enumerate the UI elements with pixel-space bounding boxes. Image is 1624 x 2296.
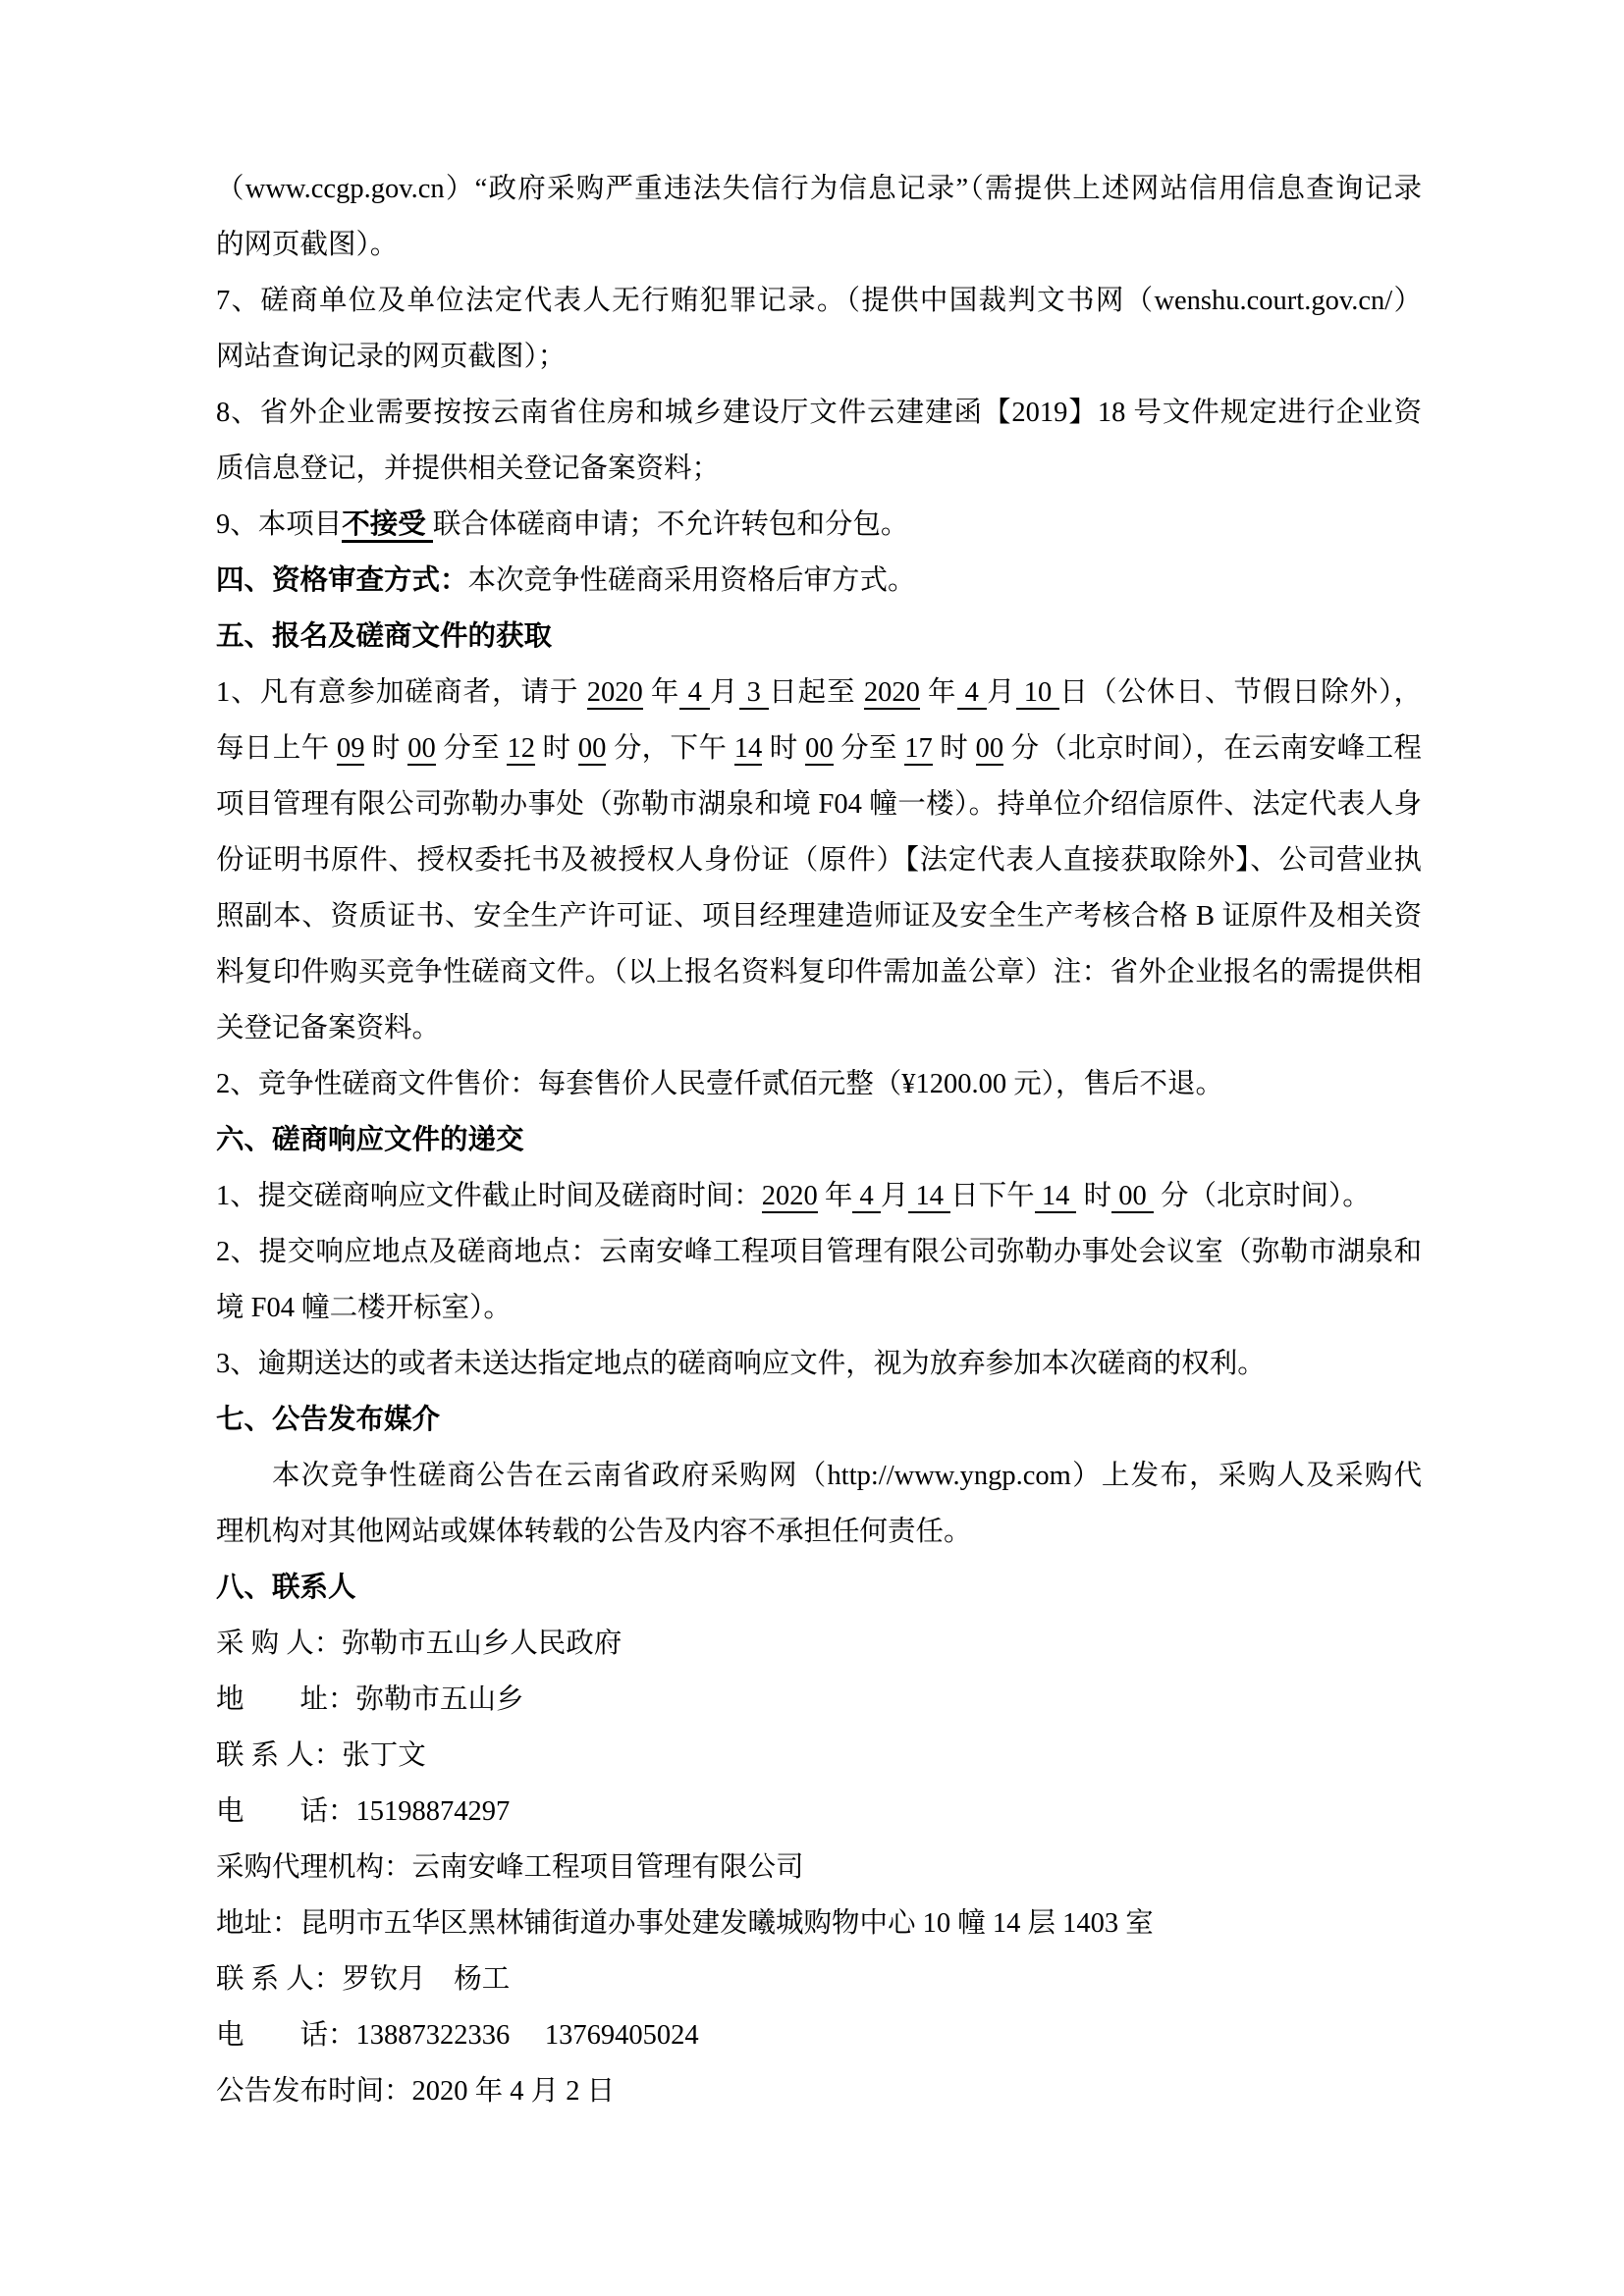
text-run: 八、联系人	[216, 1573, 356, 1603]
text-run: 公告发布时间：2020 年 4 月 2 日	[216, 2076, 616, 2107]
text-run: 分，下午	[606, 733, 734, 764]
text-run: 2、竞争性磋商文件售价：每套售价人民壹仟贰佰元整（¥1200.00 元），售后不退。	[216, 1069, 1224, 1099]
text-run: 月	[710, 677, 739, 708]
text-run: 份证明书原件、授权委托书及被授权人身份证（原件）【法定代表人直接获取除外】、公司营业执	[216, 845, 1422, 876]
text-run: 联合体磋商申请；不允许转包和分包。	[432, 509, 909, 540]
underlined-blank: 00	[577, 733, 607, 764]
credit-record-line-end	[216, 217, 1422, 273]
text-run: 时	[762, 733, 806, 764]
text-run: 联 系 人：张丁文	[216, 1740, 426, 1771]
agency-contact-line	[216, 1951, 1422, 2007]
underlined-blank: 09	[336, 733, 365, 764]
underlined-blank: 不接受	[342, 509, 433, 543]
underlined-blank: 12	[507, 733, 535, 764]
text-run: 8、省外企业需要按按云南省住房和城乡建设厅文件云建建函【2019】18 号文件规定进行企业资	[216, 398, 1422, 428]
text-run: 境 F04 幢二楼开标室）。	[216, 1293, 512, 1323]
text-run: 时	[534, 733, 578, 764]
text-run: 项目管理有限公司弥勒办事处（弥勒市湖泉和境 F04 幢一楼）。持单位介绍信原件、法定代表人身	[216, 789, 1422, 820]
text-run: 7、磋商单位及单位法定代表人无行贿犯罪记录。（提供中国裁判文书网（wenshu.court.gov.cn/）	[216, 286, 1422, 316]
agency-address-line	[216, 1896, 1422, 1951]
text-run: 网站查询记录的网页截图）；	[216, 342, 567, 372]
registration-documents-line-end	[216, 1000, 1422, 1056]
late-submission-line	[216, 1336, 1422, 1392]
text-run: 六、磋商响应文件的递交	[216, 1125, 524, 1155]
underlined-blank: 00	[975, 733, 1004, 764]
underlined-blank: 00	[805, 733, 834, 764]
text-run: 1、凡有意参加磋商者，请于	[216, 677, 587, 708]
underlined-blank: 14	[908, 1181, 951, 1211]
purchaser-address-line	[216, 1672, 1422, 1728]
registration-documents-line-2	[216, 888, 1422, 944]
section-heading-contacts	[216, 1560, 1422, 1616]
text-run: 月	[880, 1181, 909, 1211]
text-run: 年	[817, 1181, 853, 1211]
registration-documents-line	[216, 832, 1422, 888]
section-heading-media	[216, 1392, 1422, 1448]
underlined-blank: 14	[733, 733, 763, 764]
item-8-line-end	[216, 441, 1422, 497]
underlined-blank: 00	[1111, 1181, 1154, 1211]
text-run: 地址：昆明市五华区黑林铺街道办事处建发曦城购物中心 10 幢 14 层 1403 室	[216, 1908, 1154, 1939]
registration-documents-line-3	[216, 944, 1422, 1000]
document-price-line	[216, 1056, 1422, 1112]
underlined-blank: 4	[852, 1181, 881, 1211]
text-run: 2、提交响应地点及磋商地点：云南安峰工程项目管理有限公司弥勒办事处会议室（弥勒市湖泉和	[216, 1237, 1422, 1267]
underlined-blank: 3	[738, 677, 770, 708]
text-run: 四、资格审查方式：	[216, 565, 468, 596]
registration-hours-line	[216, 721, 1422, 776]
text-run: 电 话：13887322336 13769405024	[216, 2020, 699, 2051]
qualification-review-line	[216, 553, 1422, 609]
underlined-blank: 14	[1034, 1181, 1077, 1211]
text-run: 采 购 人：弥勒市五山乡人民政府	[216, 1629, 623, 1659]
text-run: 9、本项目	[216, 509, 343, 540]
text-run: 联 系 人：罗钦月 杨工	[216, 1964, 511, 1995]
purchaser-phone-line	[216, 1784, 1422, 1840]
item-7-line	[216, 273, 1422, 329]
text-run: 地 址：弥勒市五山乡	[216, 1684, 524, 1715]
item-9-line	[216, 497, 1422, 553]
underlined-blank: 2020	[586, 677, 643, 708]
agency-line	[216, 1840, 1422, 1896]
text-run: 时	[364, 733, 408, 764]
underlined-blank: 00	[407, 733, 436, 764]
agency-phone-line	[216, 2007, 1422, 2063]
underlined-blank: 17	[904, 733, 933, 764]
text-run: 分至	[435, 733, 508, 764]
submission-place-line	[216, 1224, 1422, 1280]
document-body	[216, 161, 1422, 2119]
underlined-blank: 10	[1015, 677, 1060, 708]
text-run: 1、提交磋商响应文件截止时间及磋商时间：	[216, 1181, 762, 1211]
text-run: 料复印件购买竞争性磋商文件。（以上报名资料复印件需加盖公章）注：省外企业报名的需提供相	[216, 957, 1422, 988]
text-run: 采购代理机构：云南安峰工程项目管理有限公司	[216, 1852, 804, 1883]
text-run: 时	[1076, 1181, 1112, 1211]
text-run: 本次竞争性磋商公告在云南省政府采购网（http://www.yngp.com）上发布，采购人及采购代	[272, 1461, 1422, 1491]
submission-place-line-end	[216, 1280, 1422, 1336]
purchaser-line	[216, 1616, 1422, 1672]
text-run: 的网页截图）。	[216, 230, 399, 260]
credit-record-line	[216, 161, 1422, 217]
registration-time-line	[216, 665, 1422, 721]
text-run: 年	[642, 677, 680, 708]
section-heading-submission	[216, 1112, 1422, 1168]
section-heading-registration	[216, 609, 1422, 665]
text-run: 七、公告发布媒介	[216, 1405, 441, 1435]
submission-deadline-line	[216, 1168, 1422, 1224]
registration-place-line	[216, 776, 1422, 832]
text-run: 关登记备案资料。	[216, 1013, 441, 1043]
item-7-line-end	[216, 329, 1422, 385]
text-run: 分（北京时间）。	[1153, 1181, 1371, 1211]
text-run: 时	[932, 733, 976, 764]
underlined-blank: 2020	[761, 1181, 818, 1211]
text-run: 理机构对其他网站或媒体转载的公告及内容不承担任何责任。	[216, 1517, 972, 1547]
text-run: 日下午	[950, 1181, 1035, 1211]
text-run: 照副本、资质证书、安全生产许可证、项目经理建造师证及安全生产考核合格 B 证原件及相关资	[216, 901, 1422, 932]
publish-date-line	[216, 2063, 1422, 2119]
underlined-blank: 2020	[863, 677, 920, 708]
text-run: 3、逾期送达的或者未送达指定地点的磋商响应文件，视为放弃参加本次磋商的权利。	[216, 1349, 1266, 1379]
text-run: 五、报名及磋商文件的获取	[216, 621, 553, 652]
text-run: 电 话：15198874297	[216, 1796, 511, 1827]
text-run: 月	[987, 677, 1016, 708]
item-8-line	[216, 385, 1422, 441]
purchaser-contact-line	[216, 1728, 1422, 1784]
media-line-end	[216, 1504, 1422, 1560]
text-run: 每日上午	[216, 733, 337, 764]
text-run: 年	[919, 677, 957, 708]
text-run: 质信息登记，并提供相关登记备案资料；	[216, 454, 721, 484]
underlined-blank: 4	[679, 677, 710, 708]
text-run: 本次竞争性磋商采用资格后审方式。	[467, 565, 916, 596]
text-run: 日（公休日、节假日除外），	[1059, 677, 1422, 708]
media-line	[216, 1448, 1422, 1504]
text-run: 日起至	[769, 677, 864, 708]
underlined-blank: 4	[956, 677, 988, 708]
text-run: 分至	[833, 733, 905, 764]
text-run: （www.ccgp.gov.cn）“政府采购严重违法失信行为信息记录”（需提供上述网站信用信息查询记录	[216, 174, 1422, 204]
text-run: 分（北京时间），在云南安峰工程	[1003, 733, 1422, 764]
